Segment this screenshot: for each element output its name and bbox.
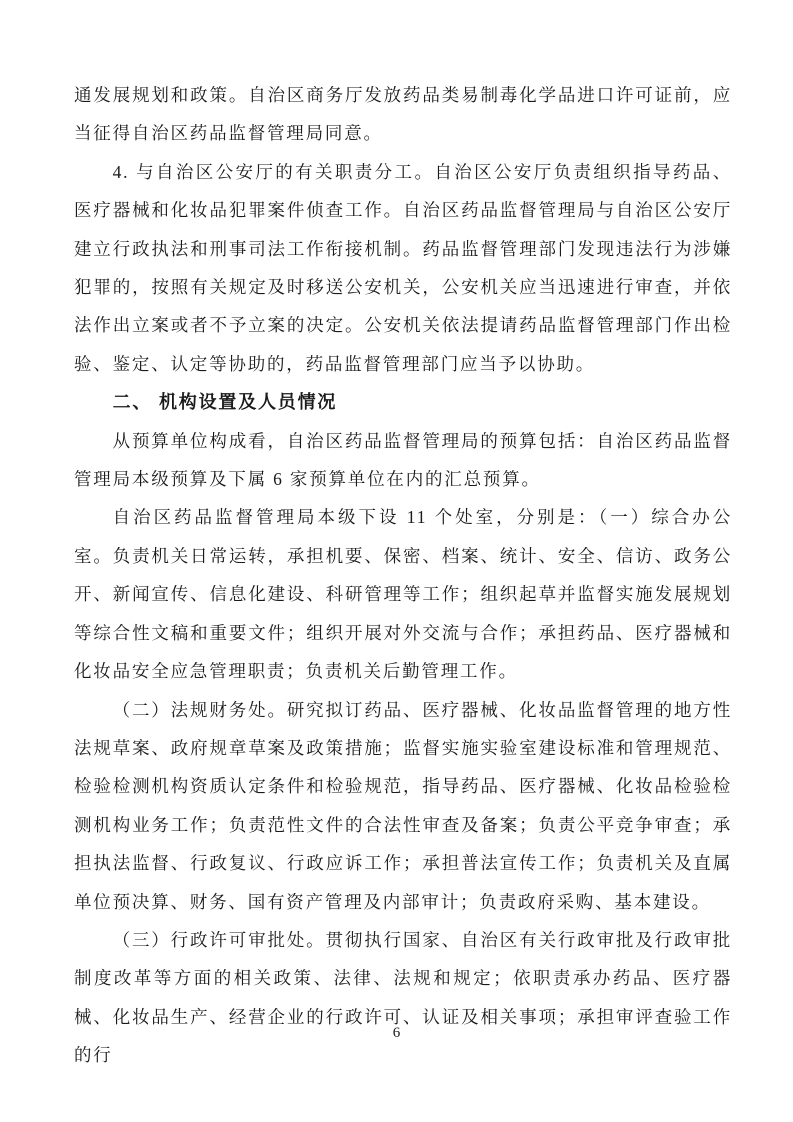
paragraph-division-1-general-office: 自治区药品监督管理局本级下设 11 个处室，分别是：（一）综合办公室。负责机关日常运转，承担机要、保密、档案、统计、安全、信访、政务公开、新闻宣传、信息化建设、科研管理等工作；组织起草并监督实施发展规划等综合性文稿和重要文件；组织开展对外交流与合作；承担药品、医疗器械和化妆品安全应急管理职责；负责机关后勤管理工作。 — [74, 507, 732, 682]
document-body — [74, 76, 732, 1075]
paragraph-continued-from-previous-page: 通发展规划和政策。自治区商务厅发放药品类易制毒化学品进口许可证前，应当征得自治区药品监督管理局同意。 — [74, 85, 732, 144]
section-heading-organization-and-staff: 二、 机构设置及人员情况 — [112, 392, 338, 413]
paragraph-budget-composition: 从预算单位构成看，自治区药品监督管理局的预算包括：自治区药品监督管理局本级预算及下属 6 家预算单位在内的汇总预算。 — [74, 430, 732, 490]
paragraph-division-2-legal-finance: （二）法规财务处。研究拟订药品、医疗器械、化妆品监督管理的地方性法规草案、政府规章草案及政策措施；监督实施实验室建设标准和管理规范、检验检测机构资质认定条件和检验规范，指导药品、医疗器械、化妆品检验检测机构业务工作；负责范性文件的合法性审查及备案；负责公平竞争审查；承担执法监督、行政复议、行政应诉工作；承担普法宣传工作；负责机关及直属单位预决算、财务、国有资产管理及内部审计；负责政府采购、基本建设。 — [74, 699, 732, 912]
page-number: 6 — [392, 1025, 401, 1041]
paragraph-division-3-administrative-licensing: （三）行政许可审批处。贯彻执行国家、自治区有关行政审批及行政审批制度改革等方面的相关政策、法律、法规和规定；依职责承办药品、医疗器械、化妆品生产、经营企业的行政许可、认证及相关事项；承担审评查验工作的行 — [74, 929, 732, 1066]
paragraph-item-4-public-security: 4. 与自治区公安厅的有关职责分工。自治区公安厅负责组织指导药品、医疗器械和化妆品犯罪案件侦查工作。自治区药品监督管理局与自治区公安厅建立行政执法和刑事司法工作衔接机制。药品监督管理部门发现违法行为涉嫌犯罪的，按照有关规定及时移送公安机关，公安机关应当迅速进行审查，并依法作出立案或者不予立案的决定。公安机关依法提请药品监督管理部门作出检验、鉴定、认定等协助的，药品监督管理部门应当予以协助。 — [74, 161, 732, 374]
